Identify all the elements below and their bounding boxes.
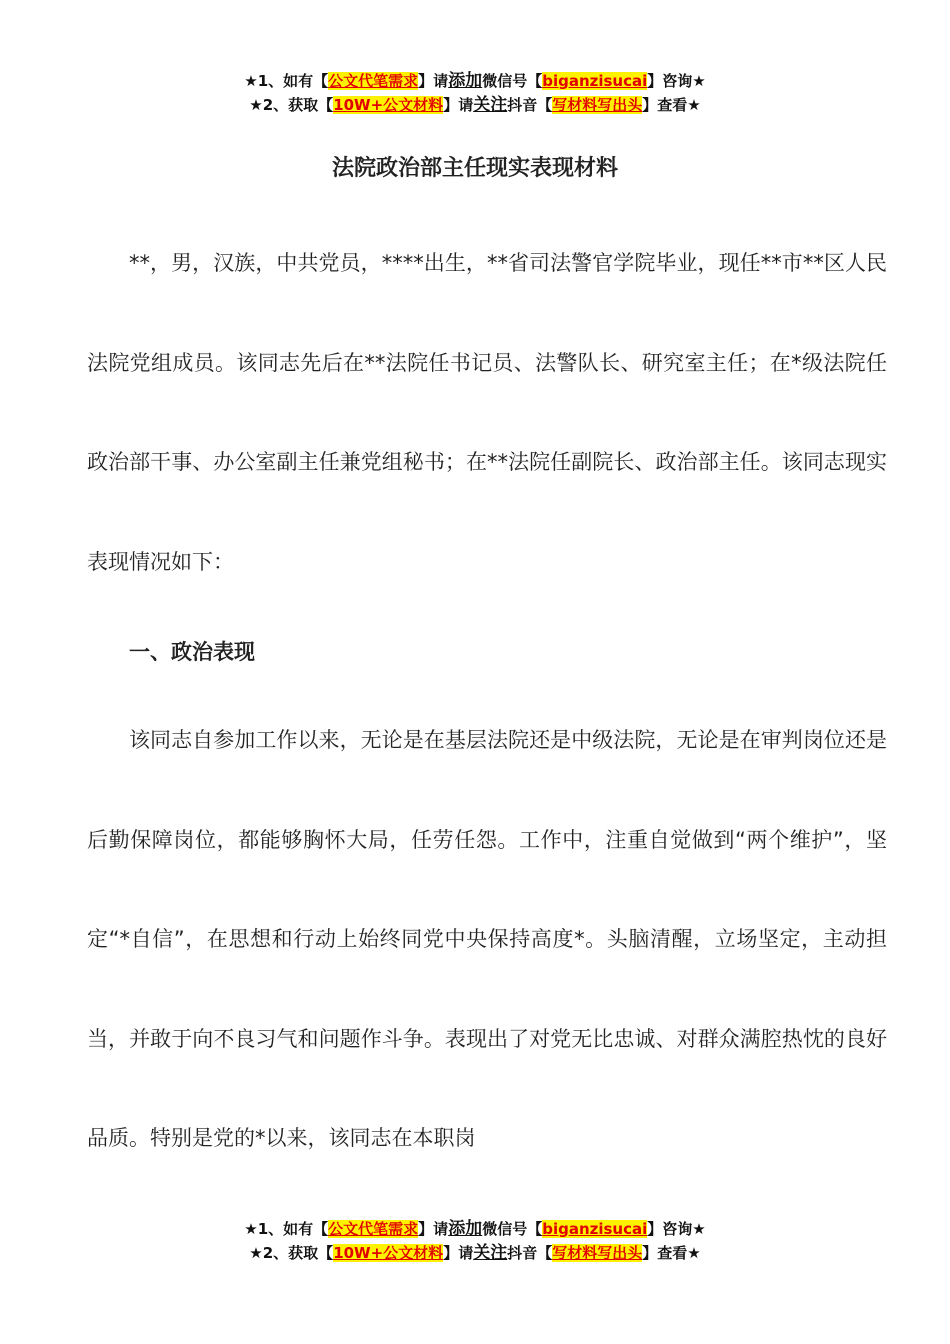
- highlight-wechat-id: biganzisucai: [542, 1220, 648, 1238]
- notice-text: 】咨询★: [647, 1220, 706, 1238]
- notice-line-2: [0, 93, 950, 117]
- notice-text: 】请: [418, 1220, 449, 1238]
- notice-line-2: [0, 1241, 950, 1265]
- highlight-materials: 10W+公文材料: [333, 96, 444, 114]
- notice-text: 抖音【: [507, 1244, 553, 1262]
- highlight-wechat-id: biganzisucai: [542, 72, 648, 90]
- section1-paragraph: 该同志自参加工作以来，无论是在基层法院还是中级法院，无论是在审判岗位还是后勤保障岗位，都能够胸怀大局，任劳任怨。工作中，注重自觉做到“两个维护”，坚定“*自信”，在思想和行动上始终同党中央保持高度*。头脑清醒，立场坚定，主动担当，并敢于向不良习气和问题作斗争。表现出了对党无比忠诚、对群众满腔热忱的良好品质。特别是党的*以来，该同志在本职岗: [87, 728, 887, 1150]
- section1-body: [87, 691, 887, 1189]
- notice-text: ★1、如有【: [244, 72, 329, 90]
- notice-text: ★2、获取【: [249, 1244, 334, 1262]
- section-heading: 一、政治表现: [129, 640, 255, 664]
- document-title: 法院政治部主任现实表现材料: [331, 156, 618, 181]
- highlight-materials: 10W+公文材料: [333, 1244, 444, 1262]
- highlight-service: 公文代笔需求: [328, 72, 419, 90]
- notice-text: 抖音【: [507, 96, 553, 114]
- notice-text: 微信号【: [482, 1220, 543, 1238]
- intro-paragraph: **，男，汉族，中共党员，****出生，**省司法警官学院毕业，现任**市**区人民法院党组成员。该同志先后在**法院任书记员、法警队长、研究室主任；在*级法院任政治部干事、办公室副主任兼党组秘书；在**法院任副院长、政治部主任。该同志现实表现情况如下：: [87, 251, 887, 574]
- notice-text: ★1、如有【: [244, 1220, 329, 1238]
- emphasis-text: 添加: [448, 1219, 483, 1239]
- notice-text: 】请: [443, 96, 474, 114]
- highlight-service: 公文代笔需求: [328, 1220, 419, 1238]
- notice-text: 】查看★: [642, 1244, 701, 1262]
- notice-text: 】查看★: [642, 96, 701, 114]
- emphasis-text: 关注: [473, 1243, 508, 1263]
- footer-notice: [0, 1217, 950, 1265]
- header-notice: [0, 69, 950, 117]
- notice-line-1: [0, 1217, 950, 1241]
- notice-text: ★2、获取【: [249, 96, 334, 114]
- notice-line-1: [0, 69, 950, 93]
- intro-section: [87, 214, 887, 612]
- notice-text: 】请: [443, 1244, 474, 1262]
- notice-text: 微信号【: [482, 72, 543, 90]
- highlight-account: 写材料写出头: [552, 1244, 643, 1262]
- emphasis-text: 添加: [448, 71, 483, 91]
- notice-text: 】请: [418, 72, 449, 90]
- notice-text: 】咨询★: [647, 72, 706, 90]
- emphasis-text: 关注: [473, 95, 508, 115]
- highlight-account: 写材料写出头: [552, 96, 643, 114]
